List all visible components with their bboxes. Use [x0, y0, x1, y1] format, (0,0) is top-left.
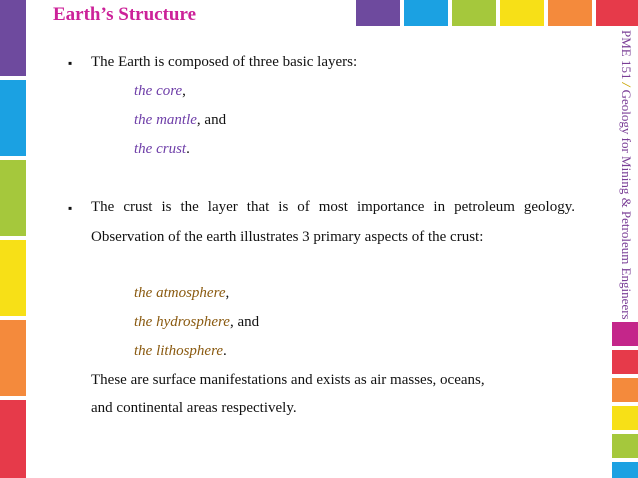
bullet2-text: The crust is the layer that is of most importance in petroleum geology. Observation of the earth illustrates 3 primary aspects of the crust:	[91, 199, 575, 245]
strip-block-blue	[0, 80, 26, 156]
aspect-item	[134, 314, 259, 331]
rblock-orange	[612, 378, 638, 402]
strip-block-green	[0, 160, 26, 236]
aspect-suffix: ,	[225, 285, 230, 301]
layer-item	[134, 112, 226, 129]
layer-term: the core	[134, 83, 183, 99]
closing-line-1: These are surface manifestations and exists as air masses, oceans,	[91, 372, 485, 388]
layer-term: the mantle	[134, 112, 197, 128]
slide-title: Earth’s Structure	[53, 4, 197, 25]
rblock-red	[612, 350, 638, 374]
aspect-suffix: .	[223, 343, 227, 359]
tab-orange	[548, 0, 592, 26]
top-color-tabs	[356, 0, 638, 26]
closing-line-2: and continental areas respectively.	[91, 400, 297, 416]
layer-term: the crust	[134, 141, 187, 157]
strip-block-purple	[0, 0, 26, 76]
tab-green	[452, 0, 496, 26]
aspect-item	[134, 285, 229, 302]
layer-item	[134, 141, 190, 158]
layer-suffix: ,	[182, 83, 186, 99]
side-label-slash: /	[619, 82, 634, 87]
tab-blue	[404, 0, 448, 26]
side-label-subject: Geology for Mining & Petroleum Engineers	[619, 89, 634, 320]
aspect-term: the lithosphere	[134, 343, 224, 359]
side-label-course: PME 151	[619, 30, 634, 80]
strip-block-red	[0, 400, 26, 478]
tab-red	[596, 0, 638, 26]
layer-item	[134, 83, 186, 100]
bullet1-text: The Earth is composed of three basic layers:	[91, 54, 358, 70]
bullet-marker: ▪	[68, 56, 73, 70]
rblock-magenta	[612, 322, 638, 346]
side-label	[614, 30, 638, 320]
layer-suffix: .	[186, 141, 190, 157]
rblock-yellow	[612, 406, 638, 430]
aspect-term: the atmosphere	[134, 285, 226, 301]
rblock-green	[612, 434, 638, 458]
tab-yellow	[500, 0, 544, 26]
rblock-blue	[612, 462, 638, 478]
strip-block-orange	[0, 320, 26, 396]
tab-purple	[356, 0, 400, 26]
bullet-marker: ▪	[68, 201, 73, 215]
aspect-item	[134, 343, 227, 360]
left-color-strip	[0, 0, 26, 478]
right-color-blocks	[612, 322, 638, 478]
aspect-term: the hydrosphere	[134, 314, 230, 330]
layer-suffix: , and	[196, 112, 227, 128]
aspect-suffix: , and	[229, 314, 260, 330]
strip-block-yellow	[0, 240, 26, 316]
